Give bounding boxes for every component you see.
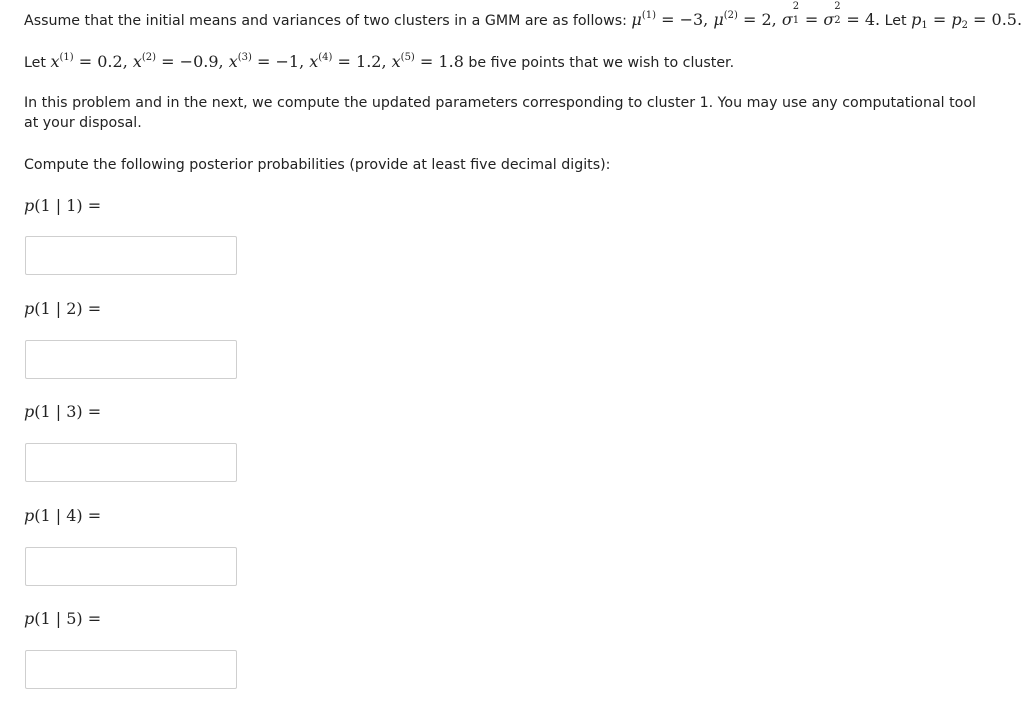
mean-1-expression: $\mu^{(1)} = -3$, $\mu^{(2)} = 2$, σ 2 1 = σ 2 2 = 4. [631,1,881,29]
mean-2-value: 2 [761,10,772,29]
question-label-3: p(1 | 3) = [24,402,102,421]
question-3-index: 3 [66,402,77,421]
question-5-index: 5 [66,609,77,628]
instruction-text: Compute the following posterior probabilities (provide at least five decimal digits): [24,157,611,173]
point-2-value: −0.9 [179,52,219,71]
question-label-2: p(1 | 2) = [24,299,102,318]
mixture-weights-expression: $p_1 = p_2 = 0.5$. [911,10,1023,31]
points-prefix: Let [24,55,46,71]
parameters-statement [24,1,1023,31]
question-4-index: 4 [66,506,77,525]
question-1-index: 1 [66,196,77,215]
question-label-5: p(1 | 5) = [24,609,102,628]
answer-input-1[interactable] [25,236,237,275]
mean-1-value: −3 [679,10,704,29]
answer-input-3[interactable] [25,443,237,482]
let-word: Let [884,13,907,29]
mixture-weight-value: 0.5 [991,10,1017,29]
answer-input-5[interactable] [25,650,237,689]
context-paragraph: In this problem and in the next, we compute the updated parameters corresponding to cluster 1. You may use any computational tool at your disposal. [24,95,976,131]
answer-input-2[interactable] [25,340,237,379]
points-statement [24,52,734,73]
variance-value: 4 [864,10,876,29]
point-3-value: −1 [275,52,300,71]
intro-text: Assume that the initial means and variances of two clusters in a GMM are as follows: [24,13,627,29]
answer-input-4[interactable] [25,547,237,586]
point-4-value: 1.2 [356,52,382,71]
point-1-value: 0.2 [97,52,123,71]
points-expression: $x^{(1)} = 0.2$, $x^{(2)} = -0.9$, $x^{(3)} = -1$, $x^{(4)} = 1.2$, $x^{(5)} = 1.8$ [50,52,464,71]
question-label-1: p(1 | 1) = [24,196,102,215]
question-2-index: 2 [66,299,77,318]
point-5-value: 1.8 [438,52,464,71]
points-suffix: be five points that we wish to cluster. [468,55,735,71]
question-label-4: p(1 | 4) = [24,506,102,525]
